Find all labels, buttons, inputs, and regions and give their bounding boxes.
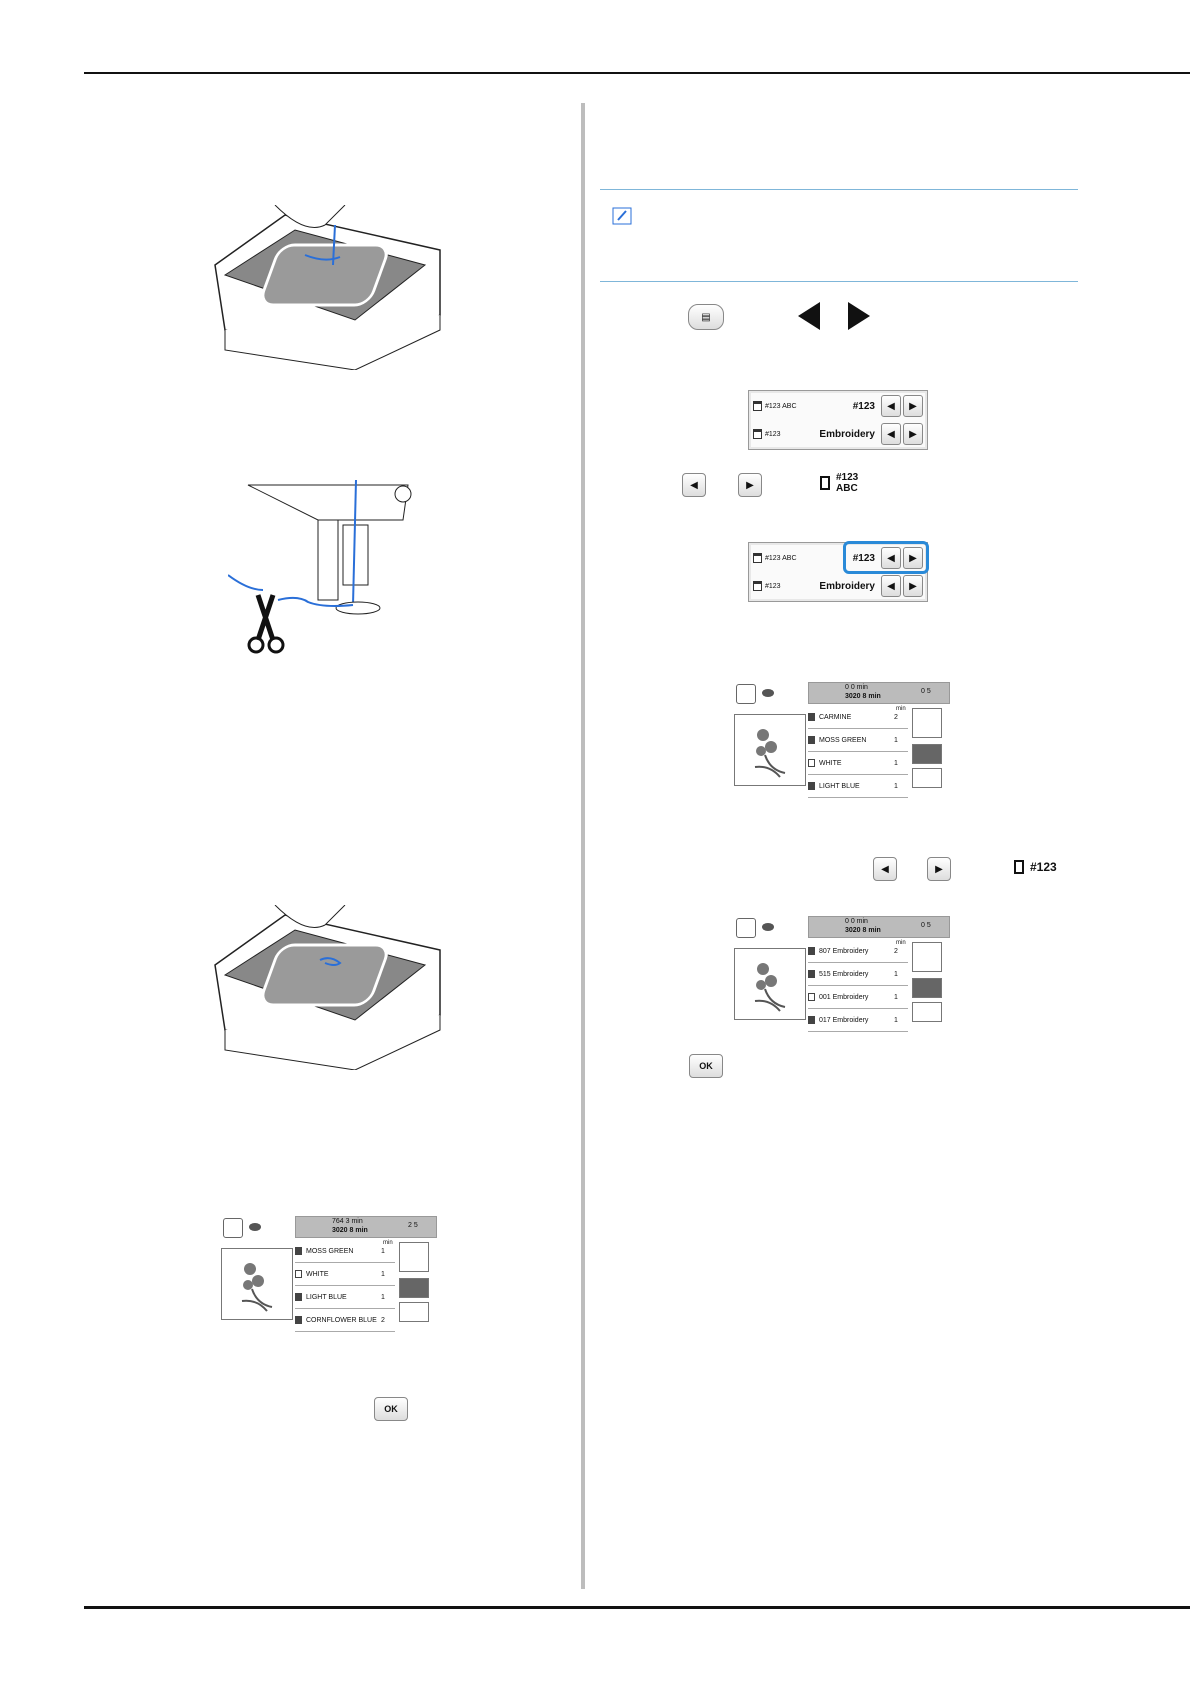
- left-arrow-button[interactable]: ◀: [881, 395, 901, 417]
- right-arrow-button[interactable]: ▶: [927, 857, 951, 881]
- spool-icon: [820, 476, 830, 490]
- thumbnail-box: [399, 1242, 429, 1272]
- color-row[interactable]: WHITE 1: [295, 1263, 395, 1286]
- note-bottom-line: [600, 281, 1078, 282]
- min-label: min: [896, 940, 906, 946]
- spool-icon: [1014, 860, 1024, 874]
- left-arrow-icon: [798, 302, 820, 330]
- left-arrow-button[interactable]: ◀: [682, 473, 706, 497]
- machine-hoop-illustration-2: [205, 905, 455, 1070]
- color-row[interactable]: 807 Embroidery 2: [808, 940, 908, 963]
- embroidery-screen-c: [221, 1216, 437, 1330]
- thread-display-panel-highlighted: #123 ABC #123 ◀ ▶ #123 Embroidery ◀ ▶: [748, 542, 928, 602]
- right-arrow-button[interactable]: ▶: [903, 395, 923, 417]
- color-row[interactable]: MOSS GREEN 1: [295, 1240, 395, 1263]
- ok-button[interactable]: OK: [689, 1054, 723, 1078]
- top-rule: [84, 72, 1190, 74]
- settings-button[interactable]: [688, 304, 724, 330]
- tension-button[interactable]: [912, 1002, 942, 1022]
- tension-button[interactable]: [912, 768, 942, 788]
- right-arrow-button[interactable]: ▶: [738, 473, 762, 497]
- highlight-frame: [843, 541, 929, 574]
- thumbnail-box: [912, 942, 942, 972]
- stitch-status-bar: 0 0 min 3020 8 min 0 5: [808, 916, 950, 938]
- thumbnail-box: [912, 708, 942, 738]
- color-row[interactable]: 001 Embroidery 1: [808, 986, 908, 1009]
- color-row[interactable]: 017 Embroidery 1: [808, 1009, 908, 1032]
- bottom-rule: [84, 1606, 1190, 1609]
- left-arrow-button[interactable]: ◀: [873, 857, 897, 881]
- thread-cut-button[interactable]: [912, 744, 942, 764]
- thread-color-icon: [762, 689, 774, 697]
- column-divider: [581, 103, 585, 1589]
- color-list: [808, 706, 908, 798]
- thread-color-icon: [762, 923, 774, 931]
- design-preview: [221, 1248, 293, 1320]
- thread-number-icon-label: #123: [1030, 860, 1057, 874]
- design-preview: [734, 714, 806, 786]
- color-row[interactable]: MOSS GREEN 1: [808, 729, 908, 752]
- thread-number-brand-icon-label: #123 ABC: [836, 472, 859, 494]
- spool-icon: [753, 581, 762, 591]
- color-row[interactable]: CARMINE 2: [808, 706, 908, 729]
- frame-icon[interactable]: [736, 684, 756, 704]
- color-row[interactable]: LIGHT BLUE 1: [295, 1286, 395, 1309]
- note-top-line: [600, 189, 1078, 190]
- color-row[interactable]: LIGHT BLUE 1: [808, 775, 908, 798]
- left-arrow-button[interactable]: ◀: [881, 423, 901, 445]
- spool-icon: [753, 429, 762, 439]
- design-preview: [734, 948, 806, 1020]
- right-arrow-button[interactable]: ▶: [903, 575, 923, 597]
- settings-icon: ▤: [701, 311, 711, 323]
- thread-display-panel: #123 ABC #123 ◀ ▶ #123 Embroidery ◀ ▶: [748, 390, 928, 450]
- min-label: min: [896, 706, 906, 712]
- left-arrow-button[interactable]: ◀: [881, 547, 901, 569]
- ok-button[interactable]: OK: [374, 1397, 408, 1421]
- scissors-thread-illustration: [228, 480, 428, 660]
- tension-button[interactable]: [399, 1302, 429, 1322]
- frame-icon[interactable]: [223, 1218, 243, 1238]
- embroidery-screen-a: [734, 682, 950, 796]
- right-arrow-button[interactable]: ▶: [903, 423, 923, 445]
- note-icon: [612, 207, 632, 225]
- stitch-status-bar: 0 0 min 3020 8 min 0 5: [808, 682, 950, 704]
- right-arrow-button[interactable]: ▶: [903, 547, 923, 569]
- stitch-status-bar: 764 3 min 3020 8 min 2 5: [295, 1216, 437, 1238]
- color-list: [295, 1240, 395, 1332]
- thread-color-icon: [249, 1223, 261, 1231]
- color-row[interactable]: 515 Embroidery 1: [808, 963, 908, 986]
- color-list: [808, 940, 908, 1032]
- right-arrow-icon: [848, 302, 870, 330]
- machine-hoop-illustration: [205, 205, 455, 370]
- left-arrow-button[interactable]: ◀: [881, 575, 901, 597]
- thread-cut-button[interactable]: [912, 978, 942, 998]
- frame-icon[interactable]: [736, 918, 756, 938]
- thread-cut-button[interactable]: [399, 1278, 429, 1298]
- color-row[interactable]: CORNFLOWER BLUE 2: [295, 1309, 395, 1332]
- min-label: min: [383, 1240, 393, 1246]
- embroidery-screen-b: [734, 916, 950, 1030]
- color-row[interactable]: WHITE 1: [808, 752, 908, 775]
- spool-icon: [753, 401, 762, 411]
- spool-icon: [753, 553, 762, 563]
